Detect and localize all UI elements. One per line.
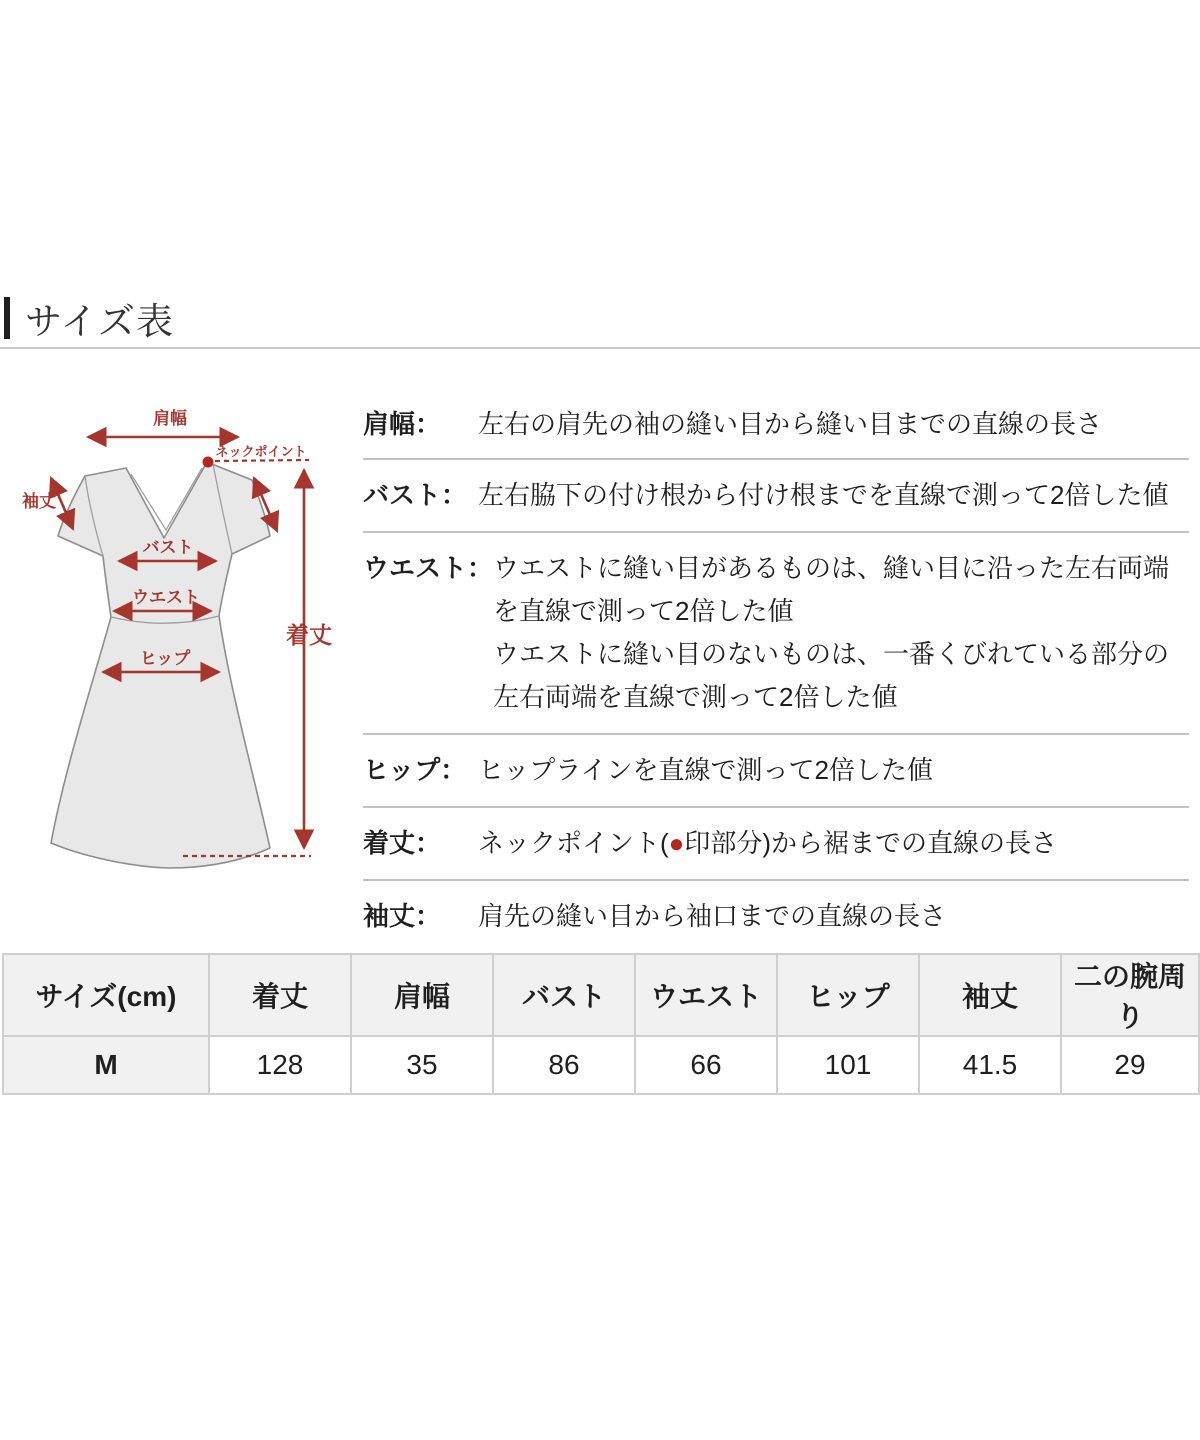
definition-row-hip	[363, 735, 1189, 808]
definition-line: 左右両端を直線で測って2倍した値	[493, 682, 898, 712]
header-divider	[0, 347, 1200, 349]
definition-description	[493, 547, 1189, 719]
col-header-hip: ヒップ	[777, 954, 919, 1036]
diagram-label-bust: バスト	[142, 538, 194, 557]
definition-term: ウエスト：	[363, 553, 494, 583]
definition-description	[478, 822, 1189, 865]
col-header-length: 着丈	[209, 954, 351, 1036]
definition-text-segment: ネックポイント(	[478, 828, 669, 858]
definition-line	[478, 822, 1189, 865]
definition-description	[478, 474, 1189, 517]
diagram-label-waist: ウエスト	[132, 588, 200, 607]
diagram-label-shoulder: 肩幅	[153, 409, 187, 428]
neck-point-dashed-line	[215, 460, 309, 461]
dress-measurement-diagram	[20, 400, 360, 880]
cell-size: M	[3, 1036, 209, 1094]
size-table-row-m	[3, 1036, 1199, 1094]
definition-line: 左右脇下の付け根から付け根までを直線で測って2倍した値	[478, 480, 1169, 510]
definition-row-shoulder	[363, 400, 1189, 460]
col-header-shoulder: 肩幅	[351, 954, 493, 1036]
definition-term: 着丈：	[363, 828, 442, 858]
neck-point-dot-glyph: ●	[668, 828, 685, 858]
col-header-upper-arm: 二の腕周り	[1061, 954, 1199, 1036]
definition-row-bust	[363, 460, 1189, 533]
definition-description	[478, 403, 1189, 446]
definition-line: ヒップラインを直線で測って2倍した値	[478, 755, 933, 785]
cell-sleeve: 41.5	[919, 1036, 1061, 1094]
col-header-bust: バスト	[493, 954, 635, 1036]
definition-line: ウエストに縫い目があるものは、縫い目に沿った左右両端	[493, 553, 1170, 583]
diagram-label-sleeve: 袖丈	[22, 492, 56, 511]
definition-text-segment: 印部分)から裾までの直線の長さ	[684, 828, 1058, 858]
size-table-header-row	[3, 954, 1199, 1036]
definition-term: 袖丈：	[363, 901, 442, 931]
cell-length: 128	[209, 1036, 351, 1094]
dress-diagram-svg	[20, 400, 360, 880]
diagram-label-neck-point: ネックポイント	[215, 444, 307, 459]
definition-term: 肩幅：	[363, 409, 442, 439]
diagram-label-hip: ヒップ	[139, 649, 191, 668]
page-title: サイズ表	[25, 301, 175, 342]
definition-row-waist	[363, 533, 1189, 735]
col-header-sleeve: 袖丈	[919, 954, 1061, 1036]
cell-upper-arm: 29	[1061, 1036, 1199, 1094]
definition-description	[478, 749, 1189, 792]
title-accent-bar	[4, 297, 10, 339]
section-header	[4, 291, 174, 345]
diagram-label-length: 着丈	[286, 622, 332, 648]
definition-row-sleeve	[363, 881, 1189, 952]
cell-bust: 86	[493, 1036, 635, 1094]
definition-row-length	[363, 808, 1189, 881]
definition-line: 左右の肩先の袖の縫い目から縫い目までの直線の長さ	[478, 409, 1103, 439]
cell-hip: 101	[777, 1036, 919, 1094]
col-header-waist: ウエスト	[635, 954, 777, 1036]
definition-term: バスト：	[363, 480, 468, 510]
measurement-definitions	[363, 400, 1189, 952]
cell-waist: 66	[635, 1036, 777, 1094]
definition-term: ヒップ：	[363, 755, 467, 785]
definition-line: 肩先の縫い目から袖口までの直線の長さ	[478, 901, 947, 931]
col-header-size: サイズ(cm)	[3, 954, 209, 1036]
definition-line: を直線で測って2倍した値	[493, 596, 794, 626]
size-table	[2, 953, 1200, 1095]
cell-shoulder: 35	[351, 1036, 493, 1094]
neck-point-dot	[203, 457, 214, 468]
definition-line: ウエストに縫い目のないものは、一番くびれている部分の	[493, 639, 1170, 669]
definition-description	[478, 895, 1189, 938]
